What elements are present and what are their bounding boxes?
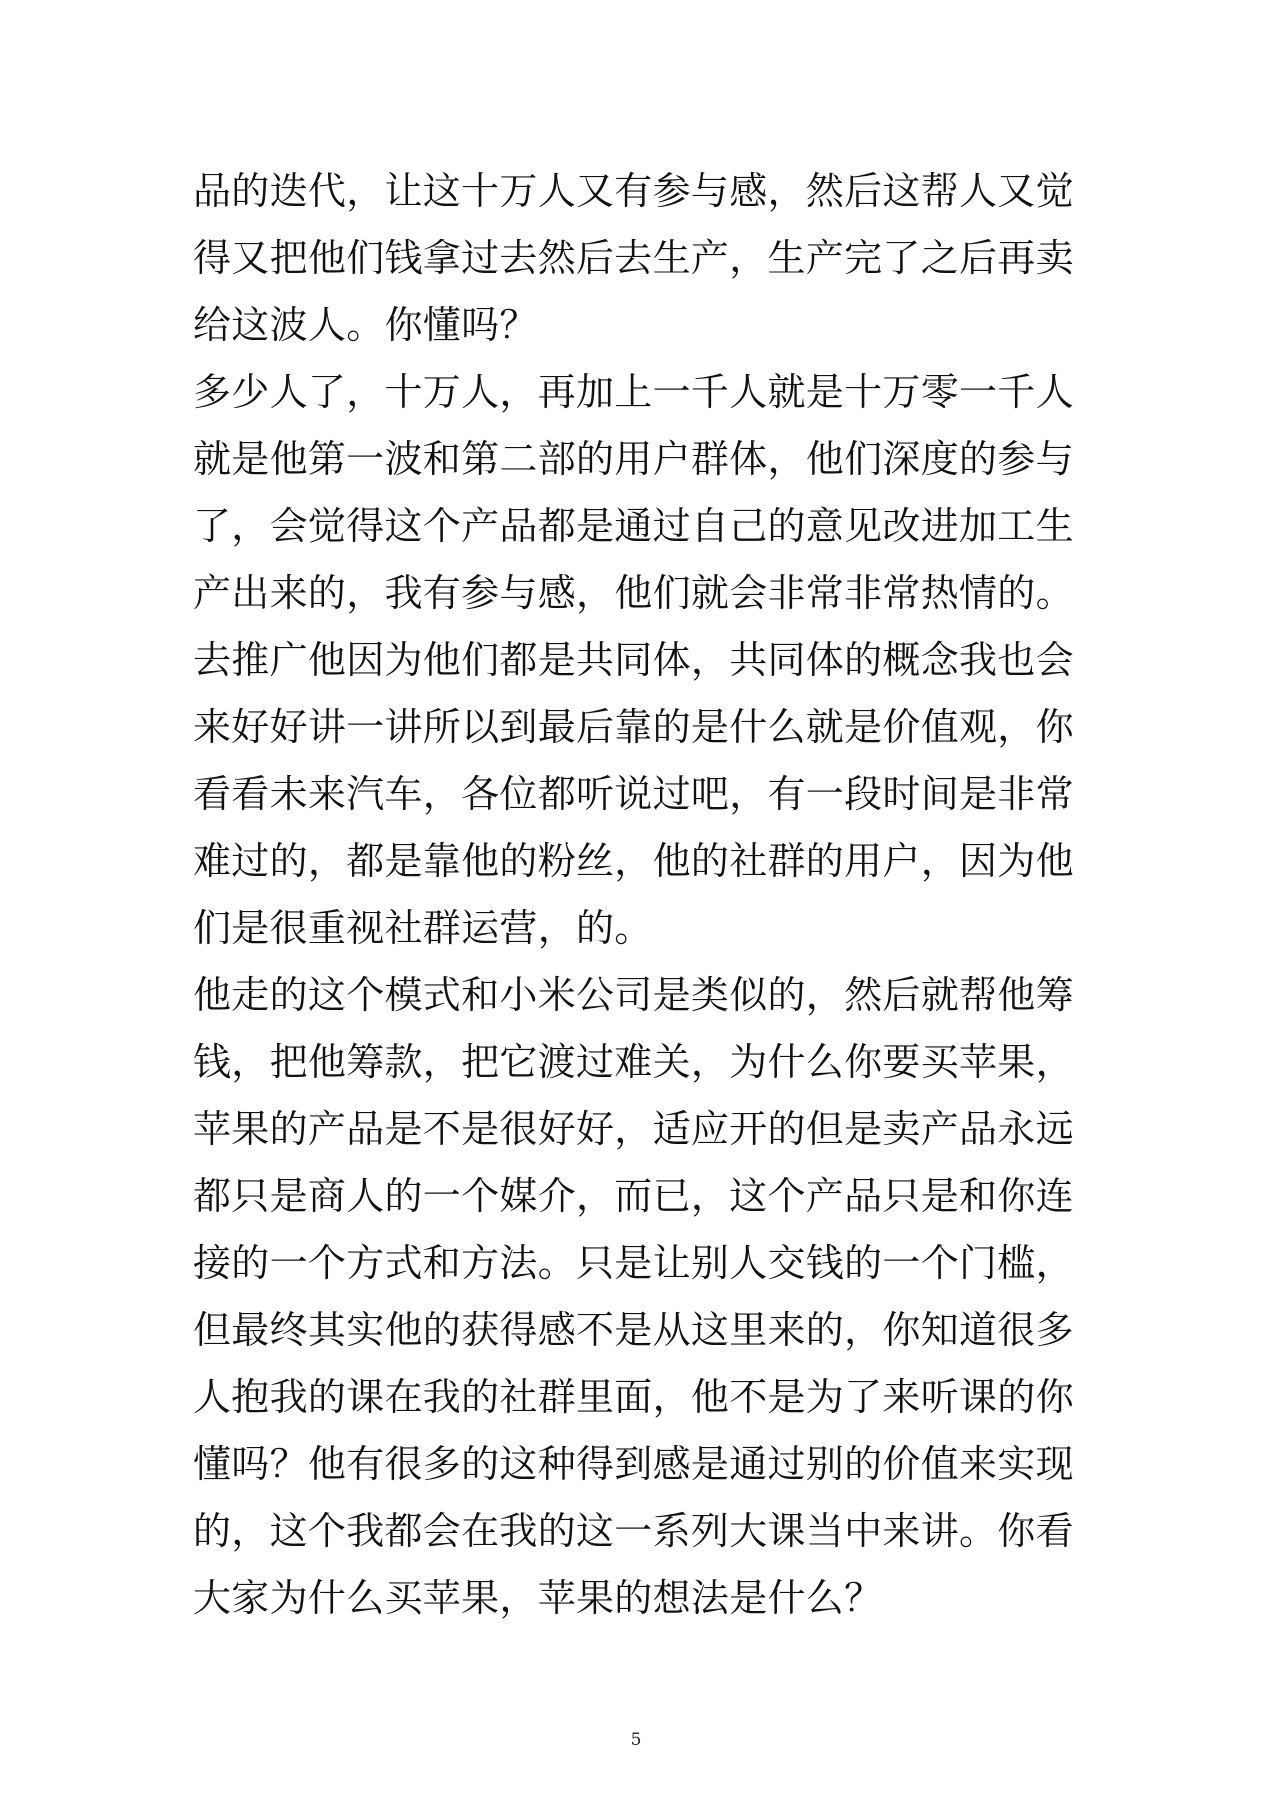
text-line: 品的迭代，让这十万人又有参与感，然后这帮人又觉	[193, 169, 1074, 213]
text-line: 去推广他因为他们都是共同体，共同体的概念我也会	[193, 638, 1074, 682]
body-text	[193, 158, 1093, 1632]
text-line: 但最终其实他的获得感不是从这里来的，你知道很多	[193, 1308, 1074, 1352]
text-line: 产出来的，我有参与感，他们就会非常非常热情的。	[193, 571, 1074, 615]
text-line: 看看未来汽车，各位都听说过吧，有一段时间是非常	[193, 772, 1074, 816]
text-line: 就是他第一波和第二部的用户群体，他们深度的参与	[193, 437, 1074, 481]
page-number: 5	[630, 1730, 642, 1750]
text-line: 都只是商人的一个媒介，而已，这个产品只是和你连	[193, 1174, 1074, 1218]
text-line: 钱，把他筹款，把它渡过难关，为什么你要买苹果，	[193, 1040, 1074, 1084]
text-line: 苹果的产品是不是很好好，适应开的但是卖产品永远	[193, 1107, 1074, 1151]
text-line: 们是很重视社群运营，的。	[193, 906, 653, 950]
text-line: 懂吗？他有很多的这种得到感是通过别的价值来实现	[193, 1442, 1074, 1486]
text-line: 了，会觉得这个产品都是通过自己的意见改进加工生	[193, 504, 1074, 548]
text-line: 得又把他们钱拿过去然后去生产，生产完了之后再卖	[193, 236, 1074, 280]
text-line: 他走的这个模式和小米公司是类似的，然后就帮他筹	[193, 973, 1074, 1017]
text-line: 的，这个我都会在我的这一系列大课当中来讲。你看	[193, 1509, 1074, 1553]
text-line: 接的一个方式和方法。只是让别人交钱的一个门槛，	[193, 1241, 1074, 1285]
text-line: 多少人了，十万人，再加上一千人就是十万零一千人	[193, 370, 1074, 414]
text-line: 来好好讲一讲所以到最后靠的是什么就是价值观，你	[193, 705, 1074, 749]
text-line: 人抱我的课在我的社群里面，他不是为了来听课的你	[193, 1375, 1074, 1419]
text-line: 大家为什么买苹果，苹果的想法是什么？	[193, 1576, 883, 1620]
text-line: 给这波人。你懂吗？	[193, 303, 538, 347]
text-line: 难过的，都是靠他的粉丝，他的社群的用户，因为他	[193, 839, 1074, 883]
